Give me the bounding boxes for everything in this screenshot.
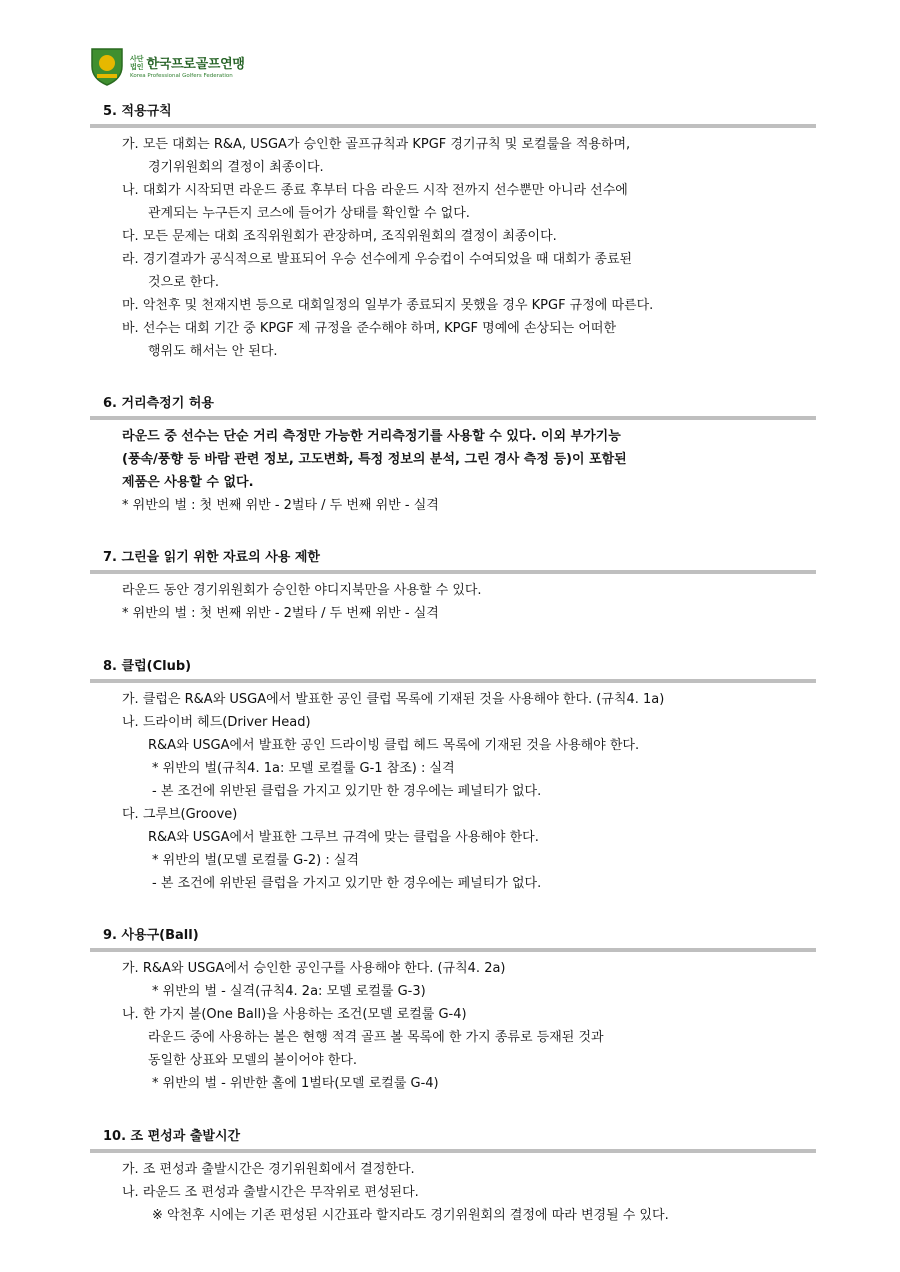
rule-line: 나. 라운드 조 편성과 출발시간은 무작위로 편성된다. [122, 1185, 419, 1200]
rule-line: 다. 모든 문제는 대회 조직위원회가 관장하며, 조직위원회의 결정이 최종이다. [122, 229, 557, 244]
kpgf-logo [90, 46, 245, 86]
rule-line: 가. R&A와 USGA에서 승인한 공인구를 사용해야 한다. (규칙4. 2a) [122, 961, 506, 976]
rule-line: 나. 드라이버 헤드(Driver Head) [122, 715, 311, 730]
section-10 [90, 1127, 816, 1227]
rule-line: 라운드 중에 사용하는 볼은 현행 적격 골프 볼 목록에 한 가지 종류로 등재된 것과 [148, 1030, 604, 1045]
penalty-line: * 위반의 벌 : 첫 번째 위반 - 2벌타 / 두 번째 위반 - 실격 [122, 498, 439, 513]
penalty-line: * 위반의 벌 - 위반한 홀에 1벌타(모델 로컬룰 G-4) [152, 1076, 439, 1091]
rule-line: 마. 악천후 및 천재지변 등으로 대회일정의 일부가 종료되지 못했을 경우 KPGF 규정에 따른다. [122, 298, 654, 313]
section-divider [90, 948, 816, 952]
rule-line: 가. 모든 대회는 R&A, USGA가 승인한 골프규칙과 KPGF 경기규칙 및 로컬룰을 적용하며, [122, 137, 631, 152]
section-7 [90, 548, 816, 625]
rule-line: (풍속/풍향 등 바람 관련 정보, 고도변화, 특정 정보의 분석, 그린 경사 측정 등)이 포함된 [122, 452, 627, 467]
logo-small-2: 법인 [130, 62, 144, 71]
rule-line: 라. 경기결과가 공식적으로 발표되어 우승 선수에게 우승컵이 수여되었을 때 대회가 종료된 [122, 252, 633, 267]
section-divider [90, 679, 816, 683]
section-5 [90, 102, 816, 363]
rule-line: 나. 대회가 시작되면 라운드 종료 후부터 다음 라운드 시작 전까지 선수뿐만 아니라 선수에 [122, 183, 628, 198]
section-title: 9. 사용구(Ball) [103, 928, 199, 943]
logo-small-1: 사단 [130, 54, 144, 63]
section-9 [90, 926, 816, 1095]
rule-line: 행위도 해서는 안 된다. [148, 344, 278, 359]
note-line: ※ 악천후 시에는 기존 편성된 시간표라 할지라도 경기위원회의 결정에 따라 변경될 수 있다. [152, 1208, 669, 1223]
section-title: 8. 클럽(Club) [103, 659, 192, 674]
section-divider [90, 416, 816, 420]
rule-line: 제품은 사용할 수 없다. [122, 475, 254, 490]
penalty-line: * 위반의 벌 - 실격(규칙4. 2a: 모델 로컬룰 G-3) [152, 984, 426, 999]
section-title: 6. 거리측정기 허용 [103, 396, 214, 411]
section-8 [90, 657, 816, 895]
rule-line: 다. 그루브(Groove) [122, 807, 238, 822]
rule-line: 라운드 중 선수는 단순 거리 측정만 가능한 거리측정기를 사용할 수 있다. 이외 부가기능 [122, 429, 621, 444]
logo-english: Korea Professional Golfers Federation [130, 73, 233, 79]
kpgf-emblem-icon [90, 46, 124, 86]
logo-name: 한국프로골프연맹 [146, 57, 245, 72]
rule-line: - 본 조건에 위반된 클럽을 가지고 있기만 한 경우에는 페널티가 없다. [152, 784, 542, 799]
section-title: 10. 조 편성과 출발시간 [103, 1129, 241, 1144]
section-divider [90, 1149, 816, 1153]
rule-line: 나. 한 가지 볼(One Ball)을 사용하는 조건(모델 로컬룰 G-4) [122, 1007, 467, 1022]
rule-line: 것으로 한다. [148, 275, 220, 290]
rule-line: 관계되는 누구든지 코스에 들어가 상태를 확인할 수 없다. [148, 206, 470, 221]
rule-line: 동일한 상표와 모델의 볼이어야 한다. [148, 1053, 358, 1068]
rule-line: 가. 클럽은 R&A와 USGA에서 발표한 공인 클럽 목록에 기재된 것을 사용해야 한다. (규칙4. 1a) [122, 692, 665, 707]
section-title: 5. 적용규칙 [103, 104, 172, 119]
penalty-line: * 위반의 벌(모델 로컬룰 G-2) : 실격 [152, 853, 359, 868]
rule-line: - 본 조건에 위반된 클럽을 가지고 있기만 한 경우에는 페널티가 없다. [152, 876, 542, 891]
rule-line: R&A와 USGA에서 발표한 그루브 규격에 맞는 클럽을 사용해야 한다. [148, 830, 539, 845]
penalty-line: * 위반의 벌 : 첫 번째 위반 - 2벌타 / 두 번째 위반 - 실격 [122, 606, 439, 621]
section-6 [90, 394, 816, 517]
rule-line: 가. 조 편성과 출발시간은 경기위원회에서 결정한다. [122, 1162, 415, 1177]
rule-line: 라운드 동안 경기위원회가 승인한 야디지북만을 사용할 수 있다. [122, 583, 482, 598]
penalty-line: * 위반의 벌(규칙4. 1a: 모델 로컬룰 G-1 참조) : 실격 [152, 761, 455, 776]
section-title: 7. 그린을 읽기 위한 자료의 사용 제한 [103, 550, 320, 565]
rule-line: 경기위원회의 결정이 최종이다. [148, 160, 324, 175]
rule-line: 바. 선수는 대회 기간 중 KPGF 제 규정을 준수해야 하며, KPGF 명예에 손상되는 어떠한 [122, 321, 616, 336]
section-divider [90, 570, 816, 574]
section-divider [90, 124, 816, 128]
rule-line: R&A와 USGA에서 발표한 공인 드라이빙 클럽 헤드 목록에 기재된 것을 사용해야 한다. [148, 738, 640, 753]
